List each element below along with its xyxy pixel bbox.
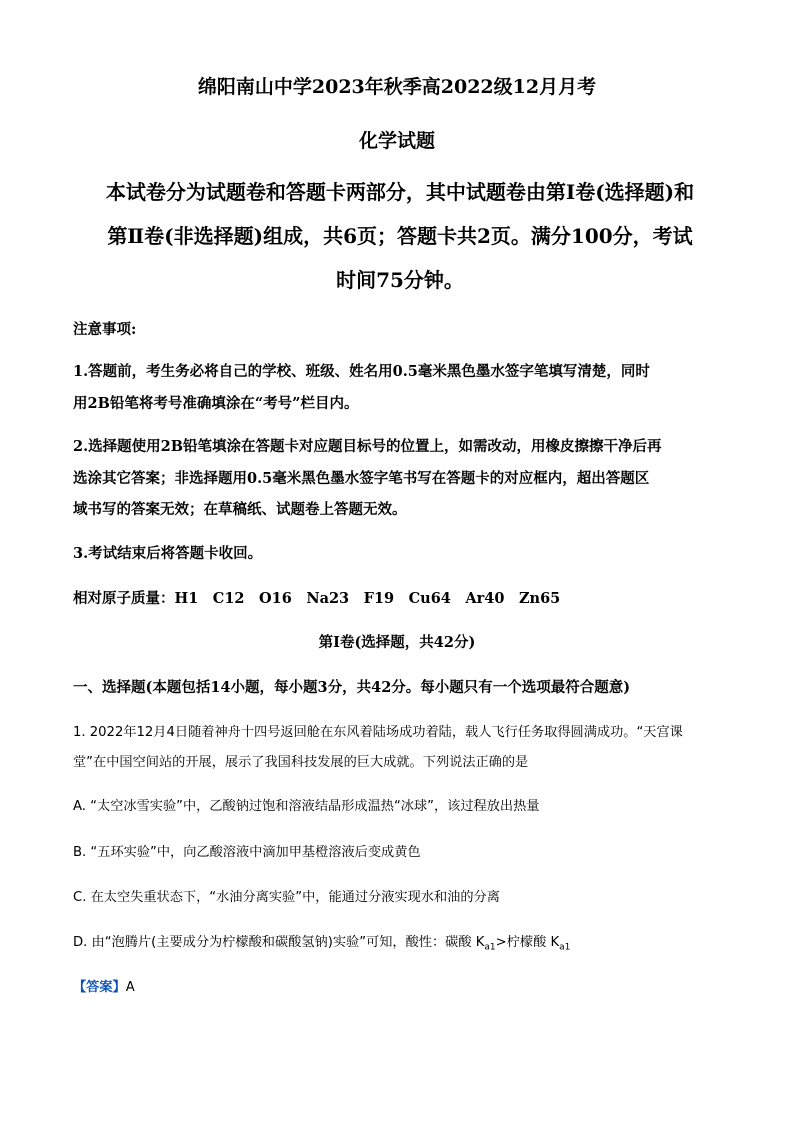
notes-heading: 注意事项: (73, 321, 137, 338)
section-heading: 一、选择题(本题包括14小题，每小题3分，共42分。每小题只有一个选项最符合题意) (73, 679, 631, 696)
note-line: 域书写的答案无效；在草稿纸、试题卷上答题无效。 (73, 501, 407, 518)
option-b: B. “五环实验”中，向乙酸溶液中滴加甲基橙溶液后变成黄色 (73, 845, 421, 860)
part-heading: 第Ⅰ卷(选择题，共42分) (318, 634, 476, 651)
note-line: 1.答题前，考生务必将自己的学校、班级、姓名用0.5毫米黑色墨水签字笔填写清楚，同时 (73, 363, 650, 380)
subscript: a1 (484, 942, 496, 953)
note-line: 3.考试结束后将答题卡收回。 (73, 545, 263, 562)
option-c: C. 在太空失重状态下，“水油分离实验”中，能通过分液实现水和油的分离 (73, 890, 500, 905)
answer-tag: 【答案】 (73, 980, 126, 995)
question-stem: 1. 2022年12月4日随着神舟十四号返回舱在东风着陆场成功着陆，载人飞行任务取得圆满成功。“天宫课 (73, 725, 683, 740)
answer-line (73, 976, 135, 995)
answer-value: A (125, 980, 135, 995)
note-line: 2.选择题使用2B铅笔填涂在答题卡对应题目标号的位置上，如需改动，用橡皮擦擦干净后再 (73, 438, 662, 455)
note-line: 用2B铅笔将考号准确填涂在“考号”栏目内。 (73, 395, 359, 412)
exam-subject: 化学试题 (358, 130, 435, 152)
atomic-mass-line: 相对原子质量：H1 C12 O16 Na23 F19 Cu64 Ar40 Zn65 (73, 590, 561, 607)
option-d-text: D. 由“泡腾片(主要成分为柠檬酸和碳酸氢钠)实验”可知，酸性：碳酸 K (73, 935, 485, 950)
option-d-text: >柠檬酸 K (495, 935, 560, 950)
option-a: A. “太空冰雪实验”中，乙酸钠过饱和溶液结晶形成温热“冰球”，该过程放出热量 (73, 799, 540, 814)
intro-line: 时间75分钟。 (336, 268, 464, 292)
intro-line: 本试卷分为试题卷和答题卡两部分，其中试题卷由第Ⅰ卷(选择题)和 (105, 180, 695, 204)
note-line: 选涂其它答案；非选择题用0.5毫米黑色墨水签字笔书写在答题卡的对应框内，超出答题区 (73, 470, 650, 487)
option-d (73, 931, 570, 953)
intro-line: 第Ⅱ卷(非选择题)组成，共6页；答题卡共2页。满分100分，考试 (107, 224, 693, 248)
exam-title: 绵阳南山中学2023年秋季高2022级12月月考 (197, 76, 597, 98)
subscript: a1 (559, 942, 571, 953)
question-stem: 堂”在中国空间站的开展，展示了我国科技发展的巨大成就。下列说法正确的是 (73, 755, 529, 770)
